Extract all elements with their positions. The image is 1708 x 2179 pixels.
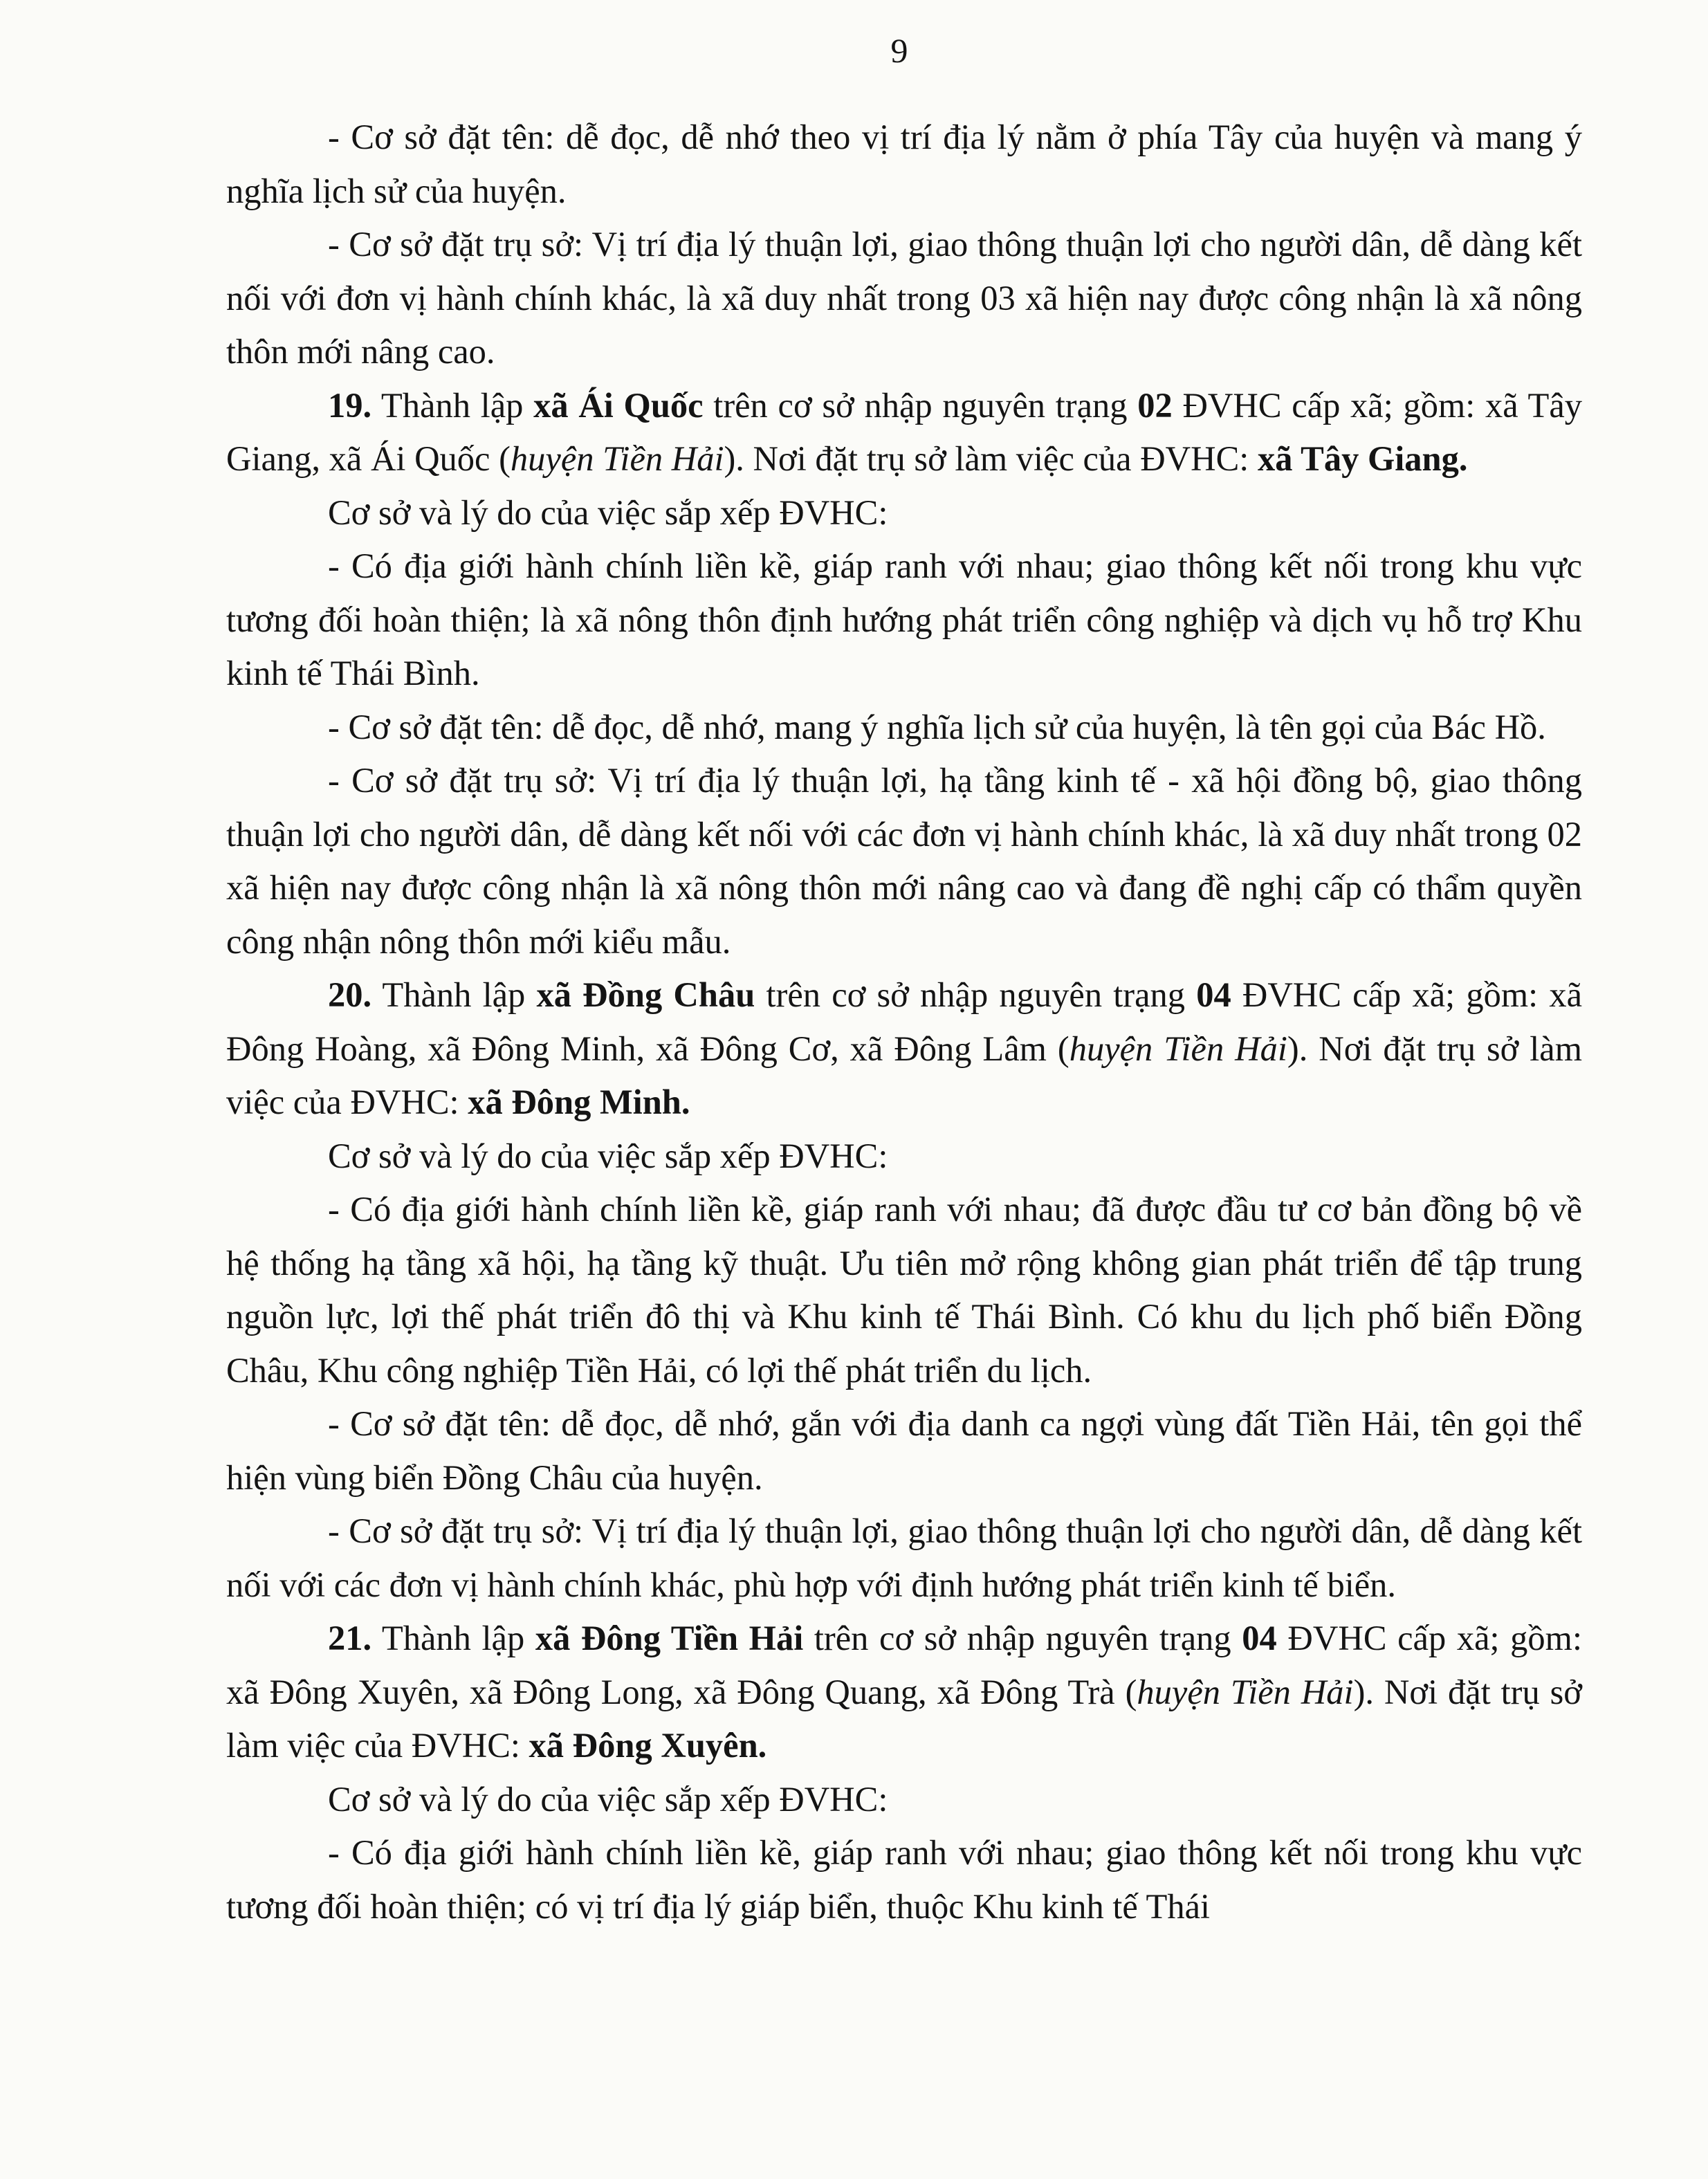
italic-text: huyện Tiền Hải xyxy=(510,439,724,478)
bold-text: xã Đông Minh. xyxy=(468,1083,690,1121)
text-run: - Cơ sở đặt tên: dễ đọc, dễ nhớ theo vị trí địa lý nằm ở phía Tây của huyện và mang ý nghĩa lịch sử của huyện. xyxy=(226,118,1582,210)
paragraph xyxy=(226,1505,1582,1612)
document-body xyxy=(226,111,1582,1933)
paragraph xyxy=(226,379,1582,486)
paragraph xyxy=(226,1612,1582,1773)
paragraph xyxy=(226,1183,1582,1397)
paragraph xyxy=(226,1397,1582,1505)
text-run: - Cơ sở đặt tên: dễ đọc, dễ nhớ, mang ý nghĩa lịch sử của huyện, là tên gọi của Bác Hồ. xyxy=(328,707,1546,746)
text-run: trên cơ sở nhập nguyên trạng xyxy=(803,1619,1242,1657)
text-run: ). Nơi đặt trụ sở làm việc của ĐVHC: xyxy=(226,1672,1583,1765)
text-run: ĐVHC cấp xã; gồm: xã Đông Hoàng, xã Đông Minh, xã Đông Cơ, xã Đông Lâm ( xyxy=(226,975,1582,1068)
bold-text: 19. xyxy=(328,385,372,425)
text-run: - Có địa giới hành chính liền kề, giáp ranh với nhau; giao thông kết nối trong khu vực tương đối hoàn thiện; có vị trí địa lý giáp biển, thuộc Khu kinh tế Thái xyxy=(226,1833,1582,1926)
text-run: - Cơ sở đặt trụ sở: Vị trí địa lý thuận lợi, giao thông thuận lợi cho người dân, dễ dàng kết nối với các đơn vị hành chính khác, phù hợp với định hướng phát triển kinh tế biển. xyxy=(226,1511,1582,1604)
text-run: ĐVHC cấp xã; gồm: xã Tây Giang, xã Ái Quốc ( xyxy=(226,385,1582,478)
bold-text: xã Đông Tiền Hải xyxy=(535,1619,804,1657)
bold-text: 21. xyxy=(328,1619,372,1657)
bold-text: xã Tây Giang. xyxy=(1257,439,1468,478)
paragraph xyxy=(226,701,1582,755)
text-run: Cơ sở và lý do của việc sắp xếp ĐVHC: xyxy=(328,1779,888,1819)
paragraph xyxy=(226,111,1582,218)
text-run: trên cơ sở nhập nguyên trạng xyxy=(703,385,1138,425)
bold-text: 20. xyxy=(328,975,372,1014)
italic-text: huyện Tiền Hải xyxy=(1137,1672,1354,1711)
paragraph xyxy=(226,754,1582,968)
paragraph xyxy=(226,1130,1582,1184)
paragraph xyxy=(226,968,1582,1130)
paragraph xyxy=(226,1773,1582,1827)
text-run: - Có địa giới hành chính liền kề, giáp ranh với nhau; đã được đầu tư cơ bản đồng bộ về hệ thống hạ tầng xã hội, hạ tầng kỹ thuật. Ưu tiên mở rộng không gian phát triển để tập trung nguồn lực, lợi thế phát triển đô thị và Khu kinh tế Thái Bình. Có khu du lịch phố biển Đồng Châu, Khu công nghiệp Tiền Hải, có lợi thế phát triển du lịch. xyxy=(226,1190,1582,1390)
text-run: Cơ sở và lý do của việc sắp xếp ĐVHC: xyxy=(328,1136,888,1175)
text-run: Thành lập xyxy=(371,975,537,1014)
text-run: - Cơ sở đặt trụ sở: Vị trí địa lý thuận lợi, giao thông thuận lợi cho người dân, dễ dàng kết nối với đơn vị hành chính khác, là xã duy nhất trong 03 xã hiện nay được công nhận là xã nông thôn mới nâng cao. xyxy=(226,225,1582,371)
text-run: - Cơ sở đặt tên: dễ đọc, dễ nhớ, gắn với địa danh ca ngợi vùng đất Tiền Hải, tên gọi thể hiện vùng biển Đồng Châu của huyện. xyxy=(226,1404,1582,1497)
text-run: ĐVHC cấp xã; gồm: xã Đông Xuyên, xã Đông Long, xã Đông Quang, xã Đông Trà ( xyxy=(226,1619,1582,1711)
text-run: ). Nơi đặt trụ sở làm việc của ĐVHC: xyxy=(226,1029,1583,1121)
text-run: - Cơ sở đặt trụ sở: Vị trí địa lý thuận lợi, hạ tầng kinh tế - xã hội đồng bộ, giao thông thuận lợi cho người dân, dễ dàng kết nối với các đơn vị hành chính khác, là xã duy nhất trong 02 xã hiện nay được công nhận là xã nông thôn mới nâng cao và đang đề nghị cấp có thẩm quyền công nhận nông thôn mới kiểu mẫu. xyxy=(226,761,1582,961)
text-run: trên cơ sở nhập nguyên trạng xyxy=(755,975,1197,1014)
bold-text: 04 xyxy=(1242,1619,1277,1657)
paragraph xyxy=(226,486,1582,540)
bold-text: xã Đông Xuyên. xyxy=(529,1726,767,1765)
text-run: Thành lập xyxy=(371,385,534,425)
paragraph xyxy=(226,1826,1582,1933)
bold-text: 02 xyxy=(1137,385,1173,425)
text-run: Thành lập xyxy=(371,1619,535,1657)
page-number: 9 xyxy=(890,31,908,70)
text-run: - Có địa giới hành chính liền kề, giáp ranh với nhau; giao thông kết nối trong khu vực tương đối hoàn thiện; là xã nông thôn định hướng phát triển công nghiệp và dịch vụ hỗ trợ Khu kinh tế Thái Bình. xyxy=(226,546,1582,692)
paragraph xyxy=(226,540,1582,701)
italic-text: huyện Tiền Hải xyxy=(1069,1029,1287,1068)
paragraph xyxy=(226,218,1582,379)
text-run: ). Nơi đặt trụ sở làm việc của ĐVHC: xyxy=(724,439,1258,478)
bold-text: xã Ái Quốc xyxy=(533,385,704,425)
bold-text: 04 xyxy=(1196,975,1231,1014)
text-run: Cơ sở và lý do của việc sắp xếp ĐVHC: xyxy=(328,493,888,532)
bold-text: xã Đồng Châu xyxy=(536,975,755,1014)
